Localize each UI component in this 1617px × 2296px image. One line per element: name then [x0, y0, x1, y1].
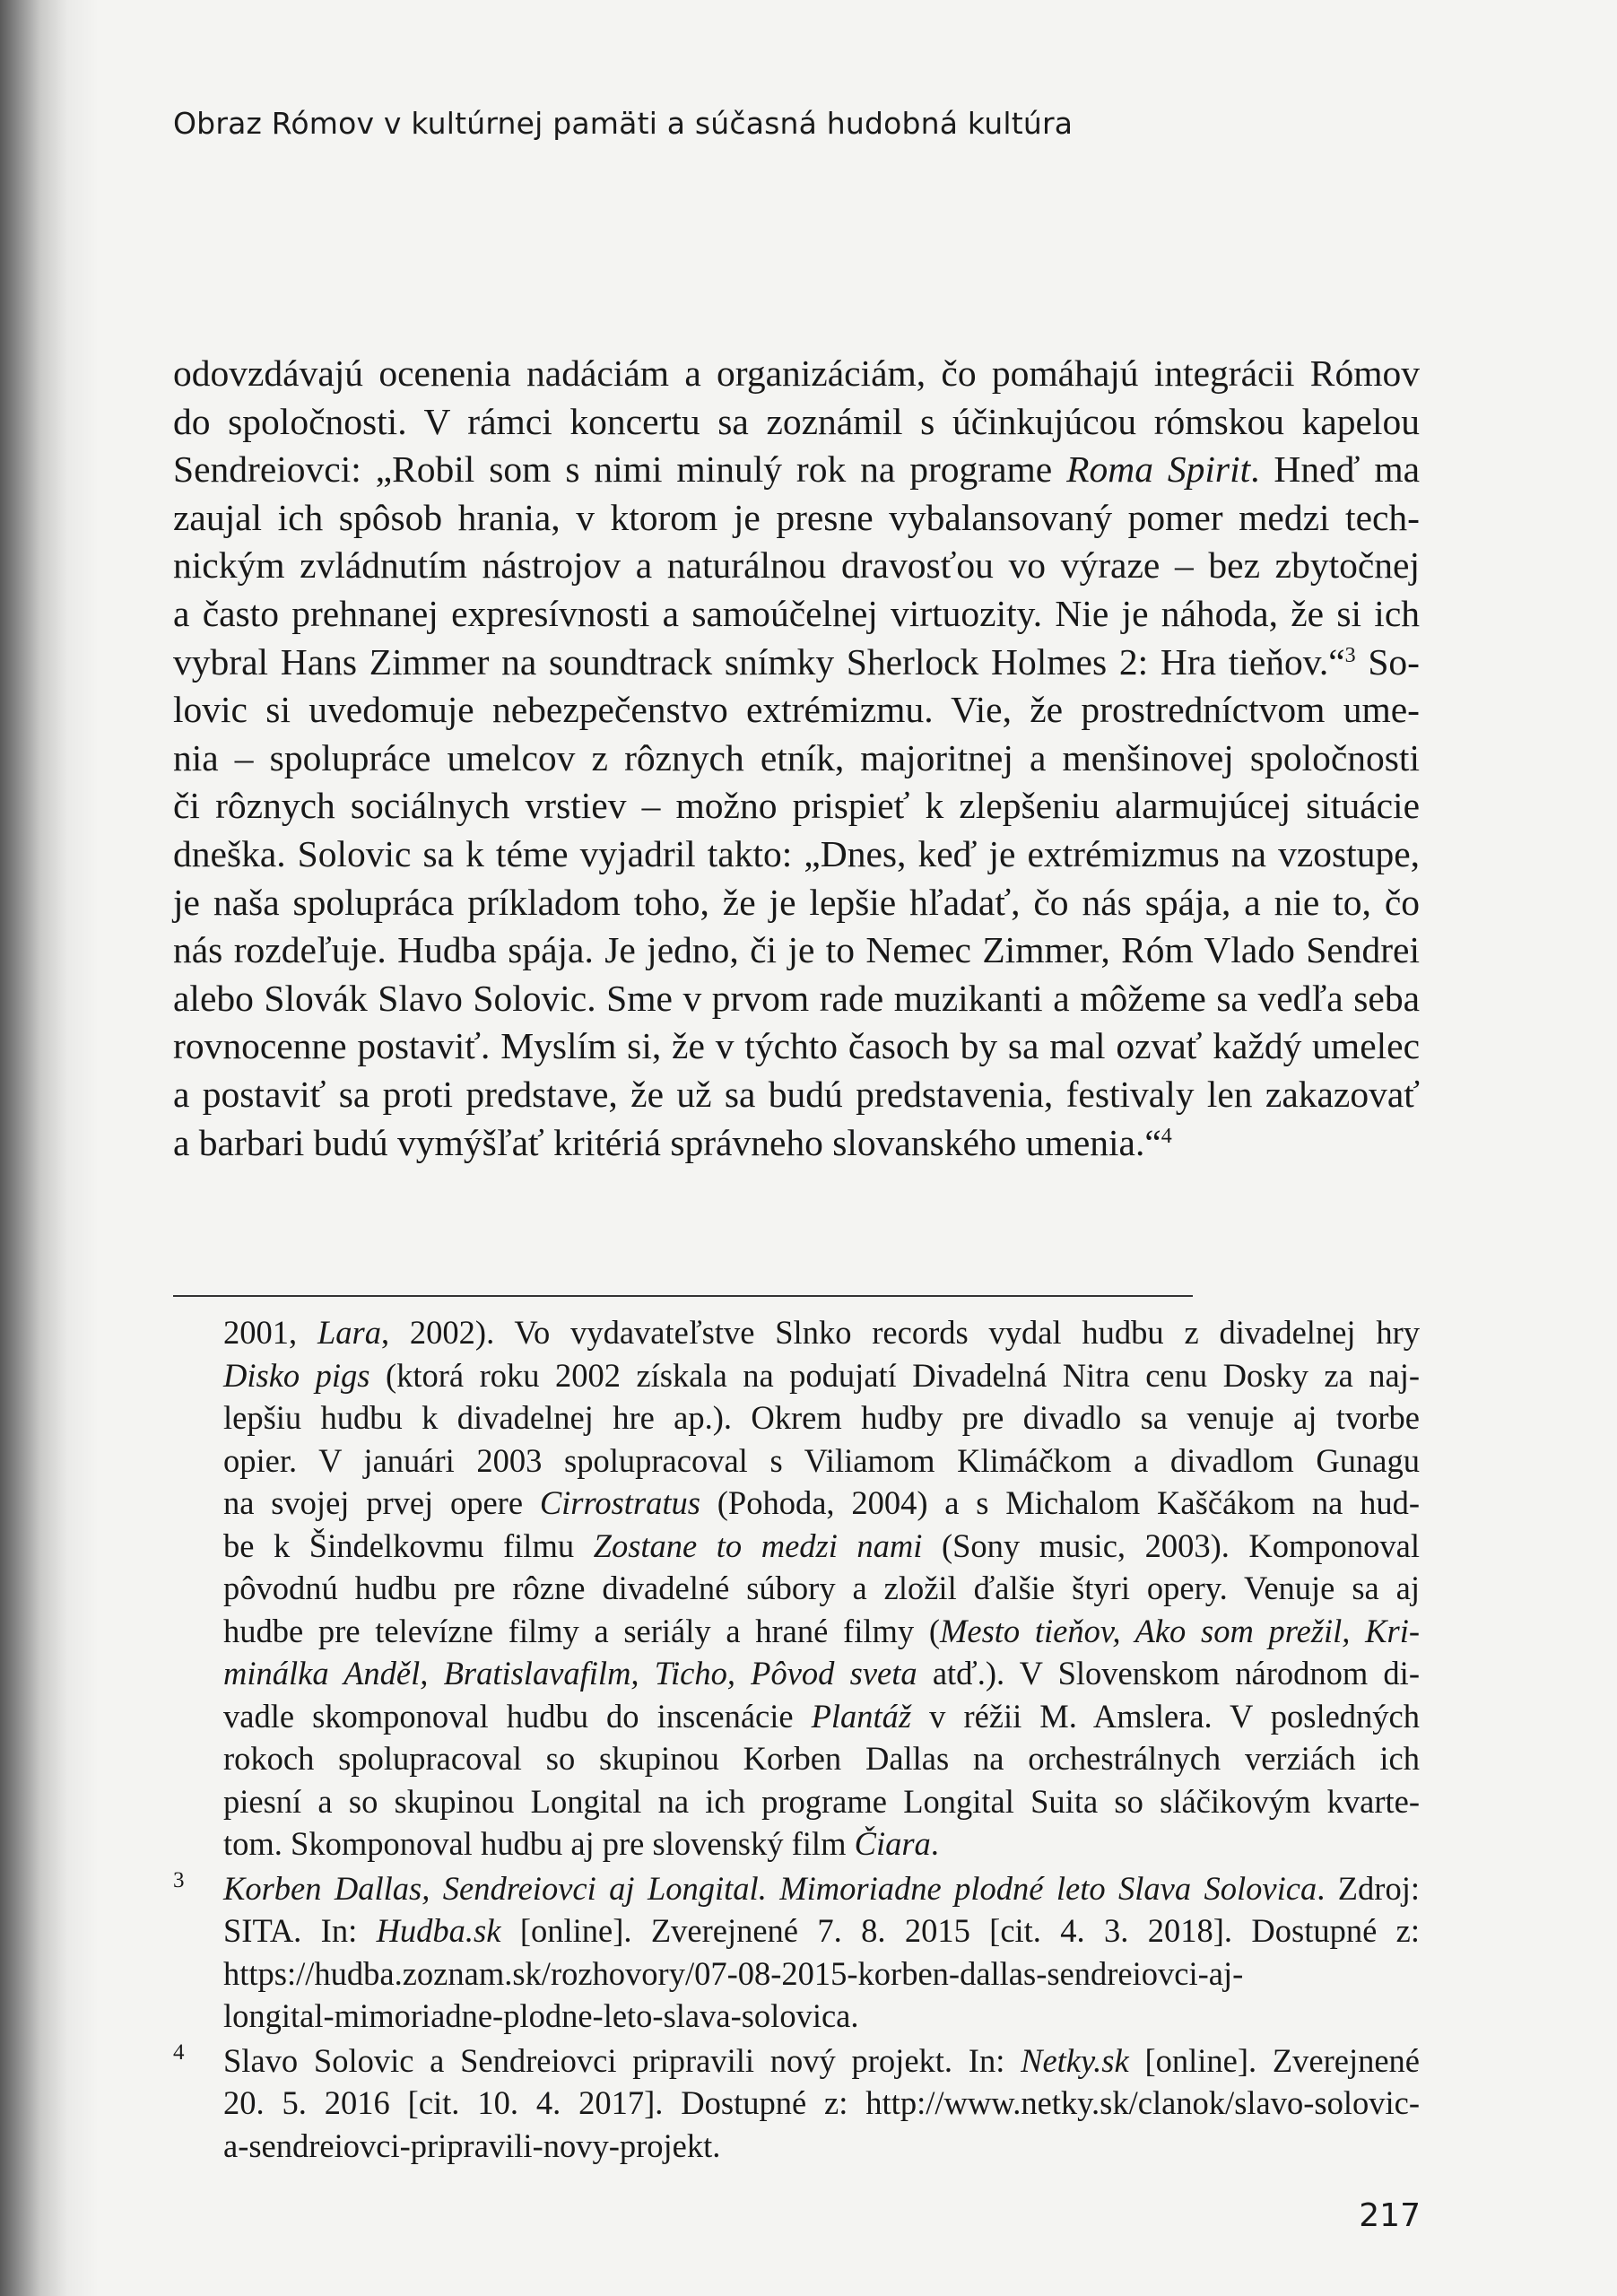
text-span: nia – spolupráce umelcov z rôznych etník, majoritnej a menšinovej spoločnosti	[173, 736, 1420, 778]
text-span: vadle skomponoval hudbu do inscenácie	[223, 1697, 812, 1735]
text-span: v réžii M. Amslera. V posledných	[911, 1697, 1421, 1735]
text-line	[223, 1909, 1420, 1952]
text-line	[223, 1311, 1420, 1354]
text-span: dneška. Solovic sa k téme vyjadril takto: „Dnes, keď je extrémizmus na vzostupe,	[173, 832, 1420, 874]
text-line	[223, 1952, 1420, 1996]
text-line	[173, 542, 1420, 590]
footnote	[173, 1867, 1420, 2038]
italic-span: Korben Dallas, Sendreiovci aj Longital. Mimoriadne plodné leto Slava Solovica	[223, 1869, 1317, 1907]
text-line	[173, 686, 1420, 735]
text-line	[223, 1610, 1420, 1653]
text-span: hudbe pre televízne filmy a seriály a hrané filmy (	[223, 1612, 940, 1649]
text-line	[173, 350, 1420, 398]
text-span: a barbari budú vymýšľať kritériá správneho slovanského umenia.“	[173, 1121, 1161, 1163]
italic-span: Plantáž	[811, 1697, 912, 1735]
text-span: atď.). V Slovenskom národnom di-	[917, 1655, 1420, 1692]
running-head: Obraz Rómov v kultúrnej pamäti a súčasná hudobná kultúra	[173, 106, 1074, 141]
text-span: rokoch spolupracoval so skupinou Korben Dallas na orchestrálnych verziách ich	[223, 1740, 1420, 1777]
text-span: Slavo Solovic a Sendreiovci pripravili nový projekt. In:	[223, 2041, 1021, 2079]
footnote-ref: 3	[1344, 643, 1356, 667]
italic-span: Cirrostratus	[539, 1484, 700, 1521]
text-span: (Sony music, 2003). Komponoval	[922, 1526, 1420, 1564]
text-span: do spoločnosti. V rámci koncertu sa zoznámil s účinkujúcou rómskou kapelou	[173, 400, 1420, 442]
text-span: (ktorá roku 2002 získala na podujatí Divadelná Nitra cenu Dosky za naj-	[369, 1356, 1420, 1394]
text-line	[223, 2125, 1420, 2168]
text-line	[223, 2082, 1420, 2125]
italic-span: Čiara	[854, 1825, 931, 1862]
text-line	[173, 879, 1420, 927]
page-number: 217	[1359, 2197, 1421, 2234]
text-span: 2001,	[223, 1314, 317, 1351]
text-span: 20. 5. 2016 [cit. 10. 4. 2017]. Dostupné z: http://www.netky.sk/clanok/slavo-solovic-	[223, 2084, 1420, 2121]
text-line	[173, 1119, 1420, 1168]
text-span: [online]. Zverejnené 7. 8. 2015 [cit. 4. 3. 2018]. Dostupné z:	[500, 1912, 1420, 1949]
text-line	[223, 1737, 1420, 1780]
text-span: a-sendreiovci-pripravili-novy-projekt.	[223, 2126, 721, 2164]
text-span: nickým zvládnutím nástrojov a naturálnou dravosťou vo výraze – bez zbytočnej	[173, 544, 1420, 587]
text-span: zaujal ich spôsob hrania, v ktorom je presne vybalansovaný pomer medzi tech-	[173, 496, 1420, 538]
text-line	[223, 1354, 1420, 1397]
text-span: .	[930, 1825, 939, 1862]
text-line	[223, 1695, 1420, 1738]
text-line	[173, 639, 1420, 687]
text-line	[223, 1525, 1420, 1568]
italic-span: Disko pigs	[223, 1356, 370, 1394]
text-span: odovzdávajú ocenenia nadáciám a organizáciám, čo pomáhajú integrácii Rómov	[173, 352, 1420, 394]
text-span: lepšiu hudbu k divadelnej hre ap.). Okrem hudby pre divadlo sa venuje aj tvorbe	[223, 1399, 1420, 1436]
text-span: be k Šindelkovmu filmu	[223, 1526, 594, 1564]
footnote	[173, 2039, 1420, 2168]
text-span: opier. V januári 2003 spolupracoval s Viliamom Klimáčkom a divadlom Gunagu	[223, 1441, 1420, 1479]
text-span: a postaviť sa proti predstave, že už sa budú predstavenia, festivaly len zakazovať	[173, 1073, 1420, 1115]
text-span: SITA. In:	[223, 1912, 377, 1949]
text-span: rovnocenne postaviť. Myslím si, že v týchto časoch by sa mal ozvať každý umelec	[173, 1025, 1420, 1067]
text-span: tom. Skomponoval hudbu aj pre slovenský film	[223, 1825, 855, 1862]
italic-span: Zostane to medzi nami	[593, 1526, 923, 1564]
text-line	[223, 1780, 1420, 1823]
text-line	[173, 831, 1420, 879]
italic-span: Netky.sk	[1021, 2041, 1129, 2079]
text-line	[173, 446, 1420, 494]
text-line	[223, 1822, 1420, 1866]
text-span: https://hudba.zoznam.sk/rozhovory/07-08-2015-korben-dallas-sendreiovci-aj-	[223, 1954, 1244, 1992]
text-line	[173, 398, 1420, 447]
text-line	[173, 1071, 1420, 1119]
text-span: je naša spolupráca príkladom toho, že je lepšie hľadať, čo nás spája, a nie to, čo	[173, 881, 1420, 923]
text-line	[223, 1995, 1420, 2038]
footnote-ref: 4	[1161, 1124, 1172, 1148]
text-span: [online]. Zverejnené	[1128, 2041, 1421, 2079]
text-span: lovic si uvedomuje nebezpečenstvo extrémizmu. Vie, že prostredníctvom ume-	[173, 689, 1420, 731]
text-line	[223, 1482, 1420, 1525]
text-span: So-	[1355, 640, 1420, 683]
text-span: piesní a so skupinou Longital na ich programe Longital Suita so sláčikovým kvarte-	[223, 1782, 1420, 1820]
text-line	[223, 1567, 1420, 1610]
text-span: longital-mimoriadne-plodne-leto-slava-solovica.	[223, 1997, 859, 2034]
text-span: . Zdroj:	[1317, 1869, 1420, 1907]
text-line	[173, 782, 1420, 831]
footnote-number: 3	[173, 1867, 185, 1892]
text-line	[173, 975, 1420, 1023]
text-line	[173, 590, 1420, 639]
text-span: (Pohoda, 2004) a s Michalom Kaščákom na hud-	[700, 1484, 1420, 1521]
text-line	[223, 2039, 1420, 2083]
text-line	[223, 1652, 1420, 1695]
text-span: , 2002). Vo vydavateľstve Slnko records vydal hudbu z divadelnej hry	[380, 1314, 1421, 1351]
text-span: nás rozdeľuje. Hudba spája. Je jedno, či je to Nemec Zimmer, Róm Vlado Sendrei	[173, 929, 1420, 971]
text-span: na svojej prvej opere	[223, 1484, 540, 1521]
text-line	[173, 926, 1420, 975]
text-span: . Hneď ma	[1250, 448, 1421, 491]
italic-span: Mesto tieňov, Ako som prežil, Kri-	[939, 1612, 1420, 1649]
text-line	[173, 1022, 1420, 1071]
text-span: vybral Hans Zimmer na soundtrack snímky Sherlock Holmes 2: Hra tieňov.“	[173, 640, 1345, 683]
text-span: a často prehnanej expresívnosti a samoúčelnej virtuozity. Nie je náhoda, že si ich	[173, 592, 1420, 634]
body-text	[173, 350, 1420, 1167]
text-span: pôvodnú hudbu pre rôzne divadelné súbory a zložil ďalšie štyri opery. Venuje sa aj	[223, 1570, 1420, 1606]
italic-span: Hudba.sk	[376, 1912, 501, 1949]
footnote-separator	[173, 1295, 1193, 1297]
text-line	[173, 735, 1420, 783]
text-line	[223, 1396, 1420, 1439]
text-line	[223, 1867, 1420, 1910]
footnote-number: 4	[173, 2039, 185, 2065]
footnotes	[173, 1311, 1420, 2167]
text-line	[223, 1439, 1420, 1483]
italic-span: Roma Spirit	[1066, 448, 1251, 491]
text-span: alebo Slovák Slavo Solovic. Sme v prvom rade muzikanti a môžeme sa vedľa seba	[173, 977, 1420, 1019]
footnote	[173, 1311, 1420, 1866]
text-span: či rôznych sociálnych vrstiev – možno prispieť k zlepšeniu alarmujúcej situácie	[173, 785, 1420, 827]
italic-span: minálka Anděl, Bratislavafilm, Ticho, Pôvod sveta	[223, 1655, 917, 1692]
text-span: Sendreiovci: „Robil som s nimi minulý rok na programe	[173, 448, 1067, 491]
italic-span: Lara	[317, 1314, 381, 1351]
text-line	[173, 494, 1420, 543]
